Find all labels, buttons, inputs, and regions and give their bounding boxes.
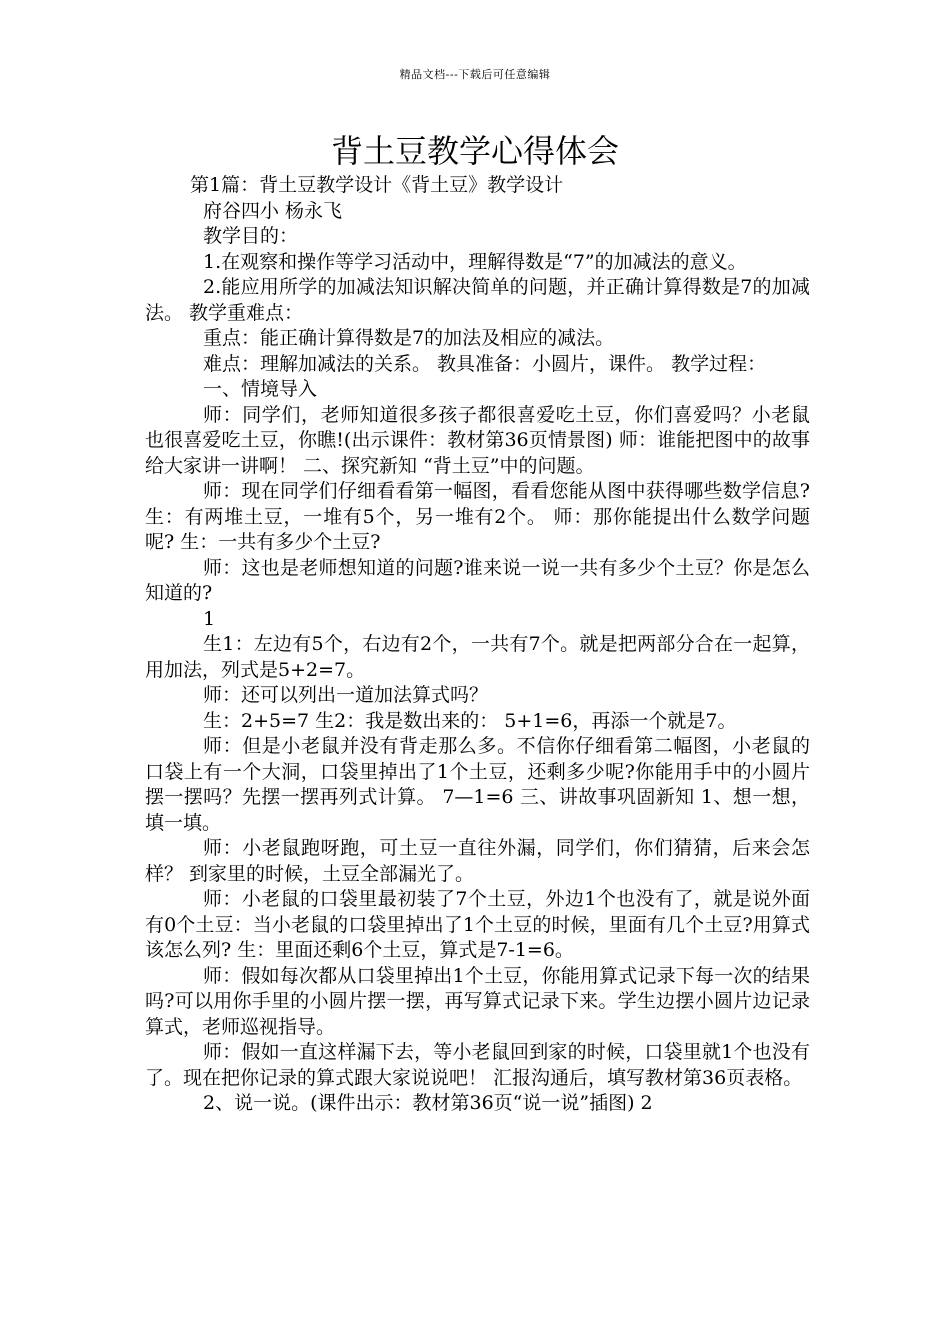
paragraph-report: 师：假如一直这样漏下去，等小老鼠回到家的时候，口袋里就1个也没有了。现在把你记录的算式跟大家说说吧！ 汇报沟通后，填写教材第36页表格。 [145,1041,810,1089]
section-heading-intro: 一、情境导入 [203,378,318,400]
paragraph-record-results: 师：假如每次都从口袋里掉出1个土豆，你能用算式记录下每一次的结果吗?可以用你手里的小圆片摆一摆，再写算式记录下来。学生边摆小圆片边记录算式，老师巡视指导。 [145,964,810,1038]
paragraph-key-point: 重点：能正确计算得数是7的加法及相应的减法。 [203,327,615,349]
paragraph-question-total: 师：这也是老师想知道的问题?谁来说一说一共有多少个土豆？你是怎么知道的? [145,556,810,604]
paragraph-bag-potatoes: 师：小老鼠的口袋里最初装了7个土豆，外边1个也没有了，就是说外面有0个土豆：当小老鼠的口袋里掉出了1个土豆的时候，里面有几个土豆?用算式该怎么列? 生：里面还剩6个土豆，算式是7-1=6。 [145,888,810,961]
paragraph-objective-1: 1.在观察和操作等学习活动中，理解得数是“7”的加减法的意义。 [203,250,747,273]
document-body [145,173,810,1117]
paragraph-first-picture: 师：现在同学们仔细看看第一幅图，看看您能从图中获得哪些数学信息? 生：有两堆土豆，一堆有5个，另一堆有2个。 师：那你能提出什么数学问题呢? 生：一共有多少个土豆? [145,480,810,553]
paragraph-student-1: 生1：左边有5个，右边有2个，一共有7个。就是把两部分合在一起算，用加法，列式是5+2=7。 [145,633,810,681]
paragraph-say-it: 2、说一说。(课件出示：教材第36页“说一说”插图) 2 [203,1092,653,1114]
paragraph-objectives-label: 教学目的： [203,225,299,247]
paragraph-objective-2: 2.能应用所学的加减法知识解决简单的问题，并正确计算得数是7的加减法。 教学重难点： [145,276,810,324]
paragraph-difficulty: 难点：理解加减法的关系。 教具准备：小圆片，课件。 教学过程： [203,352,767,375]
header-note: 精品文档---下载后可任意编辑 [399,68,551,81]
document-title: 背土豆教学心得体会 [330,132,619,170]
paragraph-second-picture: 师：但是小老鼠并没有背走那么多。不信你仔细看第二幅图，小老鼠的口袋上有一个大洞，口袋里掉出了1个土豆，还剩多少呢?你能用手中的小圆片摆一摆吗？先摆一摆再列式计算。 7—1=6 三、讲故事巩固新知 1、想一想，填一填。 [145,735,810,834]
paragraph-running-mouse: 师：小老鼠跑呀跑，可土豆一直往外漏，同学们，你们猜猜，后来会怎样？ 到家里的时候，土豆全部漏光了。 [145,837,810,885]
page-number-1: 1 [203,607,216,630]
paragraph-student-2: 生：2+5=7 生2：我是数出来的： 5+1=6，再添一个就是7。 [203,709,737,732]
paragraph-teacher-intro: 师：同学们，老师知道很多孩子都很喜爱吃土豆，你们喜爱吗？小老鼠也很喜爱吃土豆，你瞧!(出示课件：教材第36页情景图) 师：谁能把图中的故事给大家讲一讲啊！ 二、探究新知 “背土豆”中的问题。 [145,403,810,477]
article-heading: 第1篇：背土豆教学设计《背土豆》教学设计 [190,174,564,196]
paragraph-another-addition: 师：还可以列出一道加法算式吗？ [203,684,489,706]
author-line: 府谷四小 杨永飞 [203,199,343,222]
